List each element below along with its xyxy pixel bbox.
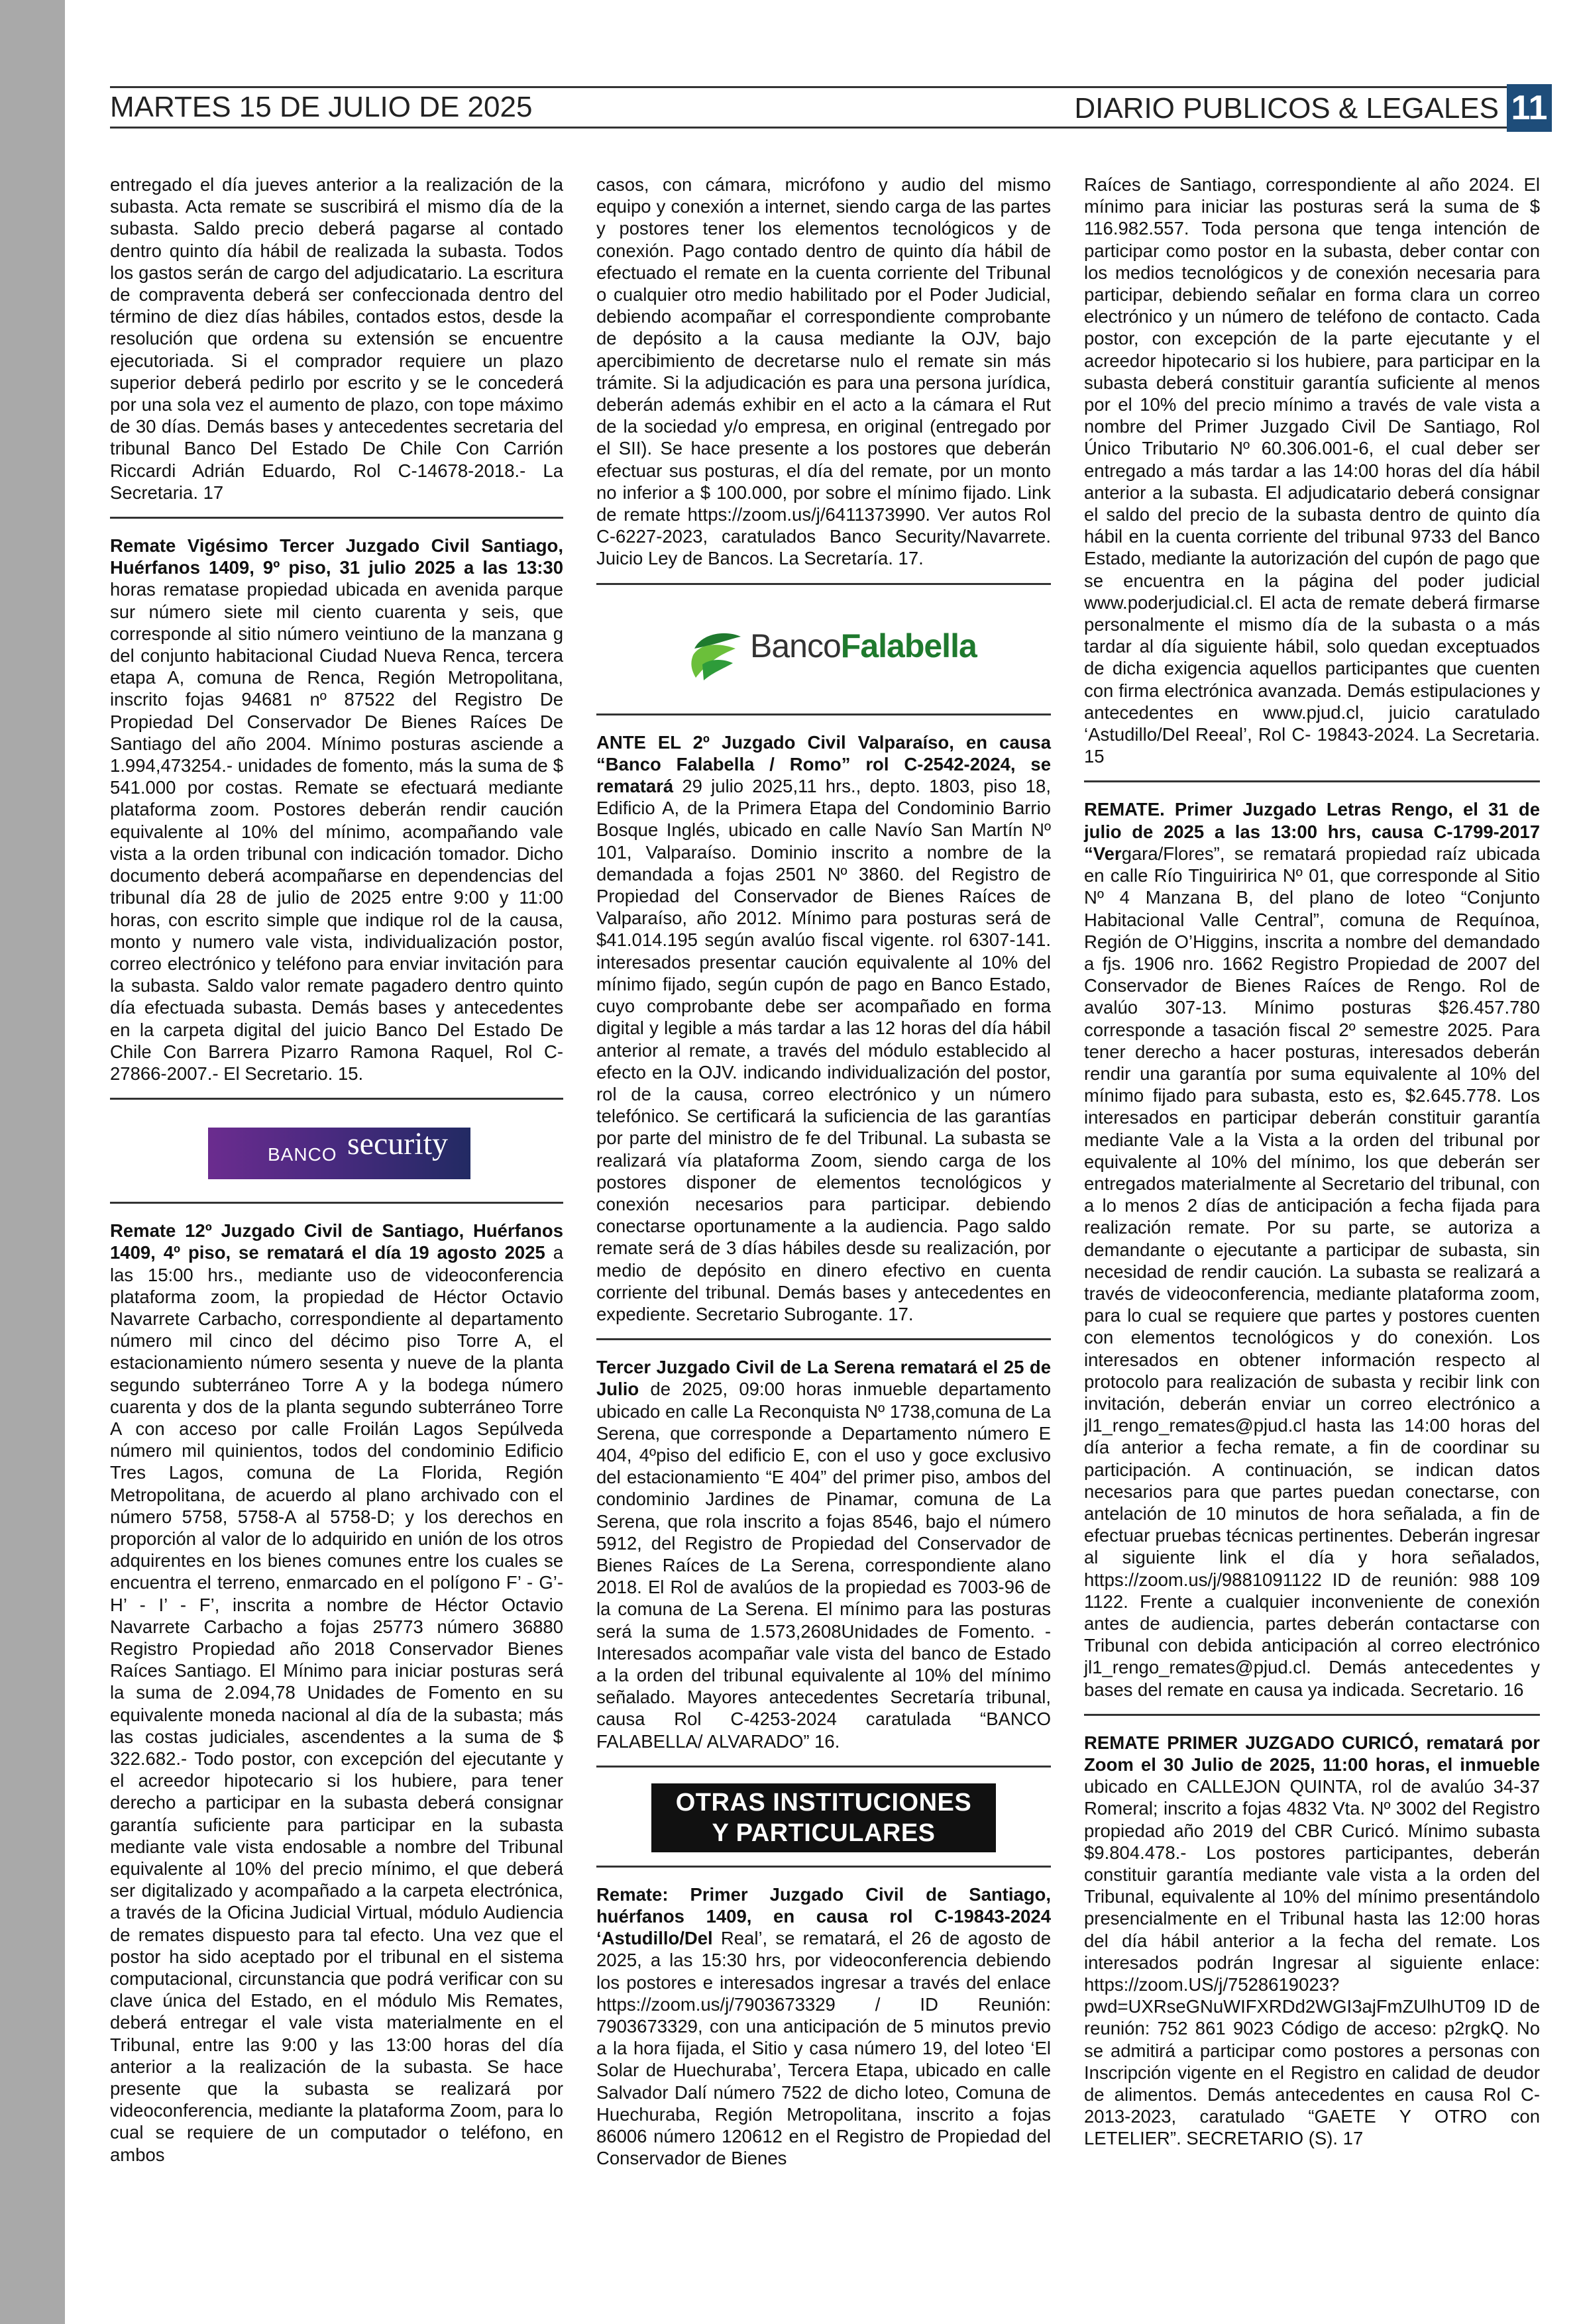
divider bbox=[596, 1766, 1051, 1768]
notice-body: de 2025, 09:00 horas inmueble departamento ubicado en calle La Reconquista Nº 1738,comuna de La Serena, que corresponde a Departamento número E 404, 4ºpiso del edificio E, con el uso y goce exclusivo del estacionamiento “E 404” del primer piso, ambos del condominio Jardines de Pinamar, comuna de La Serena, que rola inscrito a fojas 8546, bajo el número 5912, del Registro de Propiedad del Conservador de Bienes Raíces de La Serena, correspondiente alano 2018. El Rol de avalúos de la propiedad es 7003-96 de la comuna de La Serena. El mínimo para las posturas será la suma de 1.573,2608Unidades de Fomento. - Interesados acompañar vale vista del banco de Estado a la orden del tribunal equivalente al 10% del mínimo señalado. Mayores antecedentes Secretaría tribunal, causa Rol C-4253-2024 caratulada “BANCO FALABELLA/ ALVARADO” 16. bbox=[596, 1379, 1051, 1752]
column-3 bbox=[1084, 174, 1540, 2150]
notice-continuation: casos, con cámara, micrófono y audio del mismo equipo y conexión a internet, siendo carga de las partes y postores tener los elementos tecnológicos y de conexión. Pago contado dentro de quinto día hábil de efectuado el remate en la cuenta corriente del Tribunal o cualquier otro medio habilitado por el Poder Judicial, debiendo acompañar el correspondiente comprobante de depósito a la causa mediante la OJV, bajo apercibimiento de decretarse nulo el remate sin más trámite. Si la adjudicación es para una persona jurídica, deberán además exhibir en el acto a la cámara el Rut de la sociedad y/o empresa, en original (entregado por el SII). Se hace presente a los postores que deberán efectuar sus posturas, el día del remate, por un monto no inferior a $ 100.000, por sobre el mínimo fijado. Link de remate https://zoom.us/j/6411373990. Ver autos Rol C-6227-2023, caratulados Banco Security/Navarrete. Juicio Ley de Bancos. La Secretaría. 17. bbox=[596, 174, 1051, 569]
notice-heading: ANTE EL 2º Juzgado Civil Valparaíso, en causa “Banco Falabella / Romo” rol C-2542-2024, se rematará bbox=[596, 731, 1051, 797]
notice-body: horas rematase propiedad ubicada en avenida parque sur número siete mil ciento cuarenta y seis, que corresponde al sitio número veintiuno de la manzana g del conjunto habitacional Ciudad Nueva Renca, tercera etapa A, comuna de Renca, Región Metropolitana, inscrito fojas 94681 nº 87522 del Registro De Propiedad Del Conservador De Bienes Raíces De Santiago del año 2004. Mínimo posturas asciende a 1.994,473254.- unidades de fomento, más la suma de $ 541.000 por costas. Remate se efectuará mediante plataforma zoom. Postores deberán rendir caución equivalente al 10% del mínimo, acompañando vale vista a la orden tribunal con indicación tomador. Dicho documento deberá acompañarse en dependencias del tribunal día 28 de julio de 2025 entre 9:00 y 11:00 horas, con escrito simple que indique rol de la causa, monto y numero vale vista, individualización postor, correo electrónico y teléfono para enviar invitación para la subasta. Saldo valor remate pagadero dentro quinto día efectuada subasta. Demás bases y antecedentes en la carpeta digital del juicio Banco Del Estado De Chile Con Barrera Pizarro Ramona Raquel, Rol C-27866-2007.- El Secretario. 15. bbox=[110, 579, 563, 1084]
notice-body: 29 julio 2025,11 hrs., depto. 1803, piso 18, Edificio A, de la Primera Etapa del Condominio Barrio Bosque Inglés, ubicado en calle Navío San Martín Nº 101, Valparaíso. Dominio inscrito a nombre de la demandada a fojas 2501 Nº 3860. del Registro de Propiedad del Conservador de Bienes Raíces de Valparaíso, año 2012. Mínimo para posturas será de $41.014.195 según avalúo fiscal vigente. rol 6307-141. interesados presentar caución equivalente al 10% del mínimo fijado, según cupón de pago en Banco Estado, cuyo comprobante debe ser acompañado en forma digital y legible a más tardar a las 12 horas del día hábil anterior al remate, a través del módulo establecido al efecto en la OJV. indicando individualización del postor, rol de la causa, correo electrónico y un número telefónico. Se certificará la suficiencia de las garantías por parte del ministro de fe del Tribunal. La subasta se realizará vía plataforma Zoom, siendo carga de los postores disponer de elementos tecnológicos y conexión necesarios para participar. debiendo conectarse oportunamente a la audiencia. Pago saldo remate será de 3 días hábiles desde su realización, por medio de depósito en dinero efectivo en cuenta corriente del tribunal. Demás bases y antecedentes en expediente. Secretario Subrogante. 17. bbox=[596, 776, 1051, 1324]
notice bbox=[1084, 1732, 1540, 2150]
newspaper-page bbox=[65, 0, 1581, 2324]
falabella-leaf-icon bbox=[689, 629, 745, 682]
page-number-badge: 11 bbox=[1507, 84, 1552, 132]
notice-heading: Remate: Primer Juzgado Civil de Santiago, huérfanos 1409, en causa rol C-19843-2024 ‘Astudillo/Del bbox=[596, 1883, 1051, 1949]
notice bbox=[596, 731, 1051, 1325]
security-logo-name: security bbox=[347, 1126, 448, 1162]
section-banner bbox=[651, 1783, 996, 1852]
notice bbox=[1084, 798, 1540, 1700]
divider bbox=[1084, 780, 1540, 782]
divider bbox=[1084, 1714, 1540, 1716]
divider bbox=[596, 713, 1051, 715]
divider bbox=[110, 517, 563, 519]
notice-continuation: Raíces de Santiago, correspondiente al año 2024. El mínimo para iniciar las posturas será la suma de $ 116.982.557. Toda persona que tenga intención de participar como postor en la subasta, deber contar con los medios tecnológicos y de conexión necesaria para participar, debiendo señalar en forma clara un correo electrónico y un número de teléfono de contacto. Cada postor, con excepción de la parte ejecutante y el acreedor hipotecario si los hubiere, para participar en la subasta deberá constituir garantía suficiente al menos por el 10% del precio mínimo a través de vale vista a nombre del Primer Juzgado Civil De Santiago, Rol Único Tributario Nº 60.306.001-6, el cual deber ser entregado a más tardar a las 14:00 horas del día hábil anterior a la subasta. El adjudicatario deberá consignar el saldo del precio de la subasta dentro de quinto día hábil en la cuenta corriente del tribunal 9733 del Banco Estado, mediante la autorización del cupón de pago que se encuentra en la página del poder judicial www.poderjudicial.cl. El acta de remate deberá firmarse personalmente el mismo día de la subasta o a más tardar al día siguiente hábil, solo quedan exceptuados de dicha exigencia aquellos participantes que cuenten con firma electrónica avanzada. Demás estipulaciones y antecedentes en www.pjud.cl, juicio caratulado ‘Astudillo/Del Reeal’, Rol C- 19843-2024. La Secretaria. 15 bbox=[1084, 174, 1540, 767]
banco-security-logo bbox=[110, 1116, 563, 1188]
divider bbox=[596, 1338, 1051, 1340]
header-date: MARTES 15 DE JULIO DE 2025 bbox=[110, 91, 533, 123]
notice-heading: Tercer Juzgado Civil de La Serena rematará el 25 de Julio bbox=[596, 1357, 1051, 1400]
notice bbox=[110, 1220, 563, 2166]
notice-heading: Remate 12º Juzgado Civil de Santiago, Huérfanos 1409, 4º piso, se rematará el día 19 agosto 2025 bbox=[110, 1220, 563, 1263]
page-header bbox=[110, 86, 1552, 129]
banco-falabella-logo bbox=[596, 601, 1051, 700]
falabella-logo-name: Falabella bbox=[840, 627, 977, 664]
divider bbox=[596, 1866, 1051, 1868]
falabella-logo-text bbox=[750, 627, 977, 664]
notice-continuation: entregado el día jueves anterior a la realización de la subasta. Acta remate se suscribirá el mismo día de la subasta. Saldo precio deberá pagarse al contado dentro quinto día hábil de realizada la subasta. Todos los gastos serán de cargo del adjudicatario. La escritura de compraventa deberá ser confeccionada dentro del término de diez días hábiles, contados estos, desde la resolución que ordena su extensión se encuentre ejecutoriada. Si el comprador requiere un plazo superior deberá pedirlo por escrito y se le concederá por una sola vez el aumento de plazo, con tope máximo de 30 días. Demás bases y antecedentes secretaria del tribunal Banco Del Estado De Chile Con Carrión Riccardi Adrián Eduardo, Rol C-14678-2018.- La Secretaria. 17 bbox=[110, 174, 563, 503]
falabella-logo-banco: Banco bbox=[750, 627, 841, 664]
divider bbox=[110, 1202, 563, 1204]
divider bbox=[596, 583, 1051, 585]
security-logo-banco: BANCO bbox=[268, 1144, 337, 1165]
notice-heading: Remate Vigésimo Tercer Juzgado Civil Santiago, Huérfanos 1409, 9º piso, 31 julio 2025 a las 13:30 bbox=[110, 535, 563, 578]
notice-body: ubicado en CALLEJON QUINTA, rol de avalúo 34-37 Romeral; inscrito a fojas 4832 Vta. Nº 3002 del Registro propiedad año 2019 del CBR Curicó. Mínimo subasta $9.804.478.- Los postores participantes, deberán constituir garantía mediante vale vista a la orden del Tribunal, equivalente al 10% del mínimo presentándolo presencialmente en el Tribunal hasta las 12:00 horas del día hábil anterior a la fecha del remate. Los interesados podrán Ingresar al siguiente enlace: https://zoom.US/j/7528619023?pwd=UXRseGNuWIFXRDd2WGI3ajFmZUlhUT09 ID de reunión: 752 861 9023 Código de acceso: p2rgkQ. No se admitirá a participar como postores a personas con Inscripción vigente en el Registro en calidad de deudor de alimentos. Demás antecedentes en causa Rol C-2013-2023, caratulado “GAETE Y OTRO con LETELIER”. SECRETARIO (S). 17 bbox=[1084, 1776, 1540, 2149]
notice-heading: REMATE. Primer Juzgado Letras Rengo, el 31 de julio de 2025 a las 13:00 hrs, causa C-1799-2017 “Ver bbox=[1084, 799, 1540, 864]
column-2 bbox=[596, 174, 1051, 2169]
column-1 bbox=[110, 174, 563, 2166]
notice bbox=[596, 1356, 1051, 1752]
divider bbox=[110, 1098, 563, 1100]
notice-body: Real’, se rematará, el 26 de agosto de 2025, a las 15:30 hrs, por videoconferencia debiendo los postores e interesados ingresar a través del enlace https://zoom.us/j/7903673329 / ID Reunión: 7903673329, con una anticipación de 5 minutos previo a la hora fijada, el Sitio y casa número 19, del loteo ‘El Solar de Huechuraba’, Tercera Etapa, ubicado en calle Salvador Dalí número 7522 de dicho loteo, Comuna de Huechuraba, Región Metropolitana, inscrito a fojas 86006 número 120612 en el Registro de Propiedad del Conservador de Bienes bbox=[596, 1928, 1051, 2169]
notice-body: a las 15:00 hrs., mediante uso de videoconferencia plataforma zoom, la propiedad de Héctor Octavio Navarrete Carbacho, correspondiente al departamento número mil cinco del décimo piso Torre A, el estacionamiento número sesenta y nueve de la planta segundo subterráneo Torre A y la bodega número cuarenta y dos de la planta segundo subterráneo Torre A con acceso por calle Froilán Lagos Sepúlveda número mil quinientos, todos del condominio Edificio Tres Lagos, comuna de La Florida, Región Metropolitana, de acuerdo al plano archivado con el número 5758, 5758-A al 5758-D; y los derechos en proporción al valor de lo adquirido en unión de los otros adquirentes en los bienes comunes entre los cuales se encuentra el terreno, enmarcado en el polígono F’ - G’- H’ - I’ - F’, inscrita a nombre de Héctor Octavio Navarrete Carbacho a fojas 25773 número 36880 Registro Propiedad año 2018 Conservador Bienes Raíces Santiago. El Mínimo para iniciar posturas será la suma de 2.094,78 Unidades de Fomento en su equivalente moneda nacional al día de la subasta; más las costas judiciales, ascendentes a la suma de $ 322.682.- Todo postor, con excepción del ejecutante y el acreedor hipotecario si los hubiere, para tener derecho a participar en la subasta deberá consignar garantía suficiente para participar en la subasta mediante vale vista endosable a nombre del Tribunal equivalente al 10% del precio mínimo, el que deberá ser digitalizado y acompañado a la carpeta electrónica, a través de la Oficina Judicial Virtual, módulo Audiencia de remates dispuesto para tal efecto. Una vez que el postor ha sido aceptado por el tribunal en el sistema computacional, circunstancia que podrá verificar con su clave única del Estado, en el módulo Mis Remates, deberá entregar el vale vista materialmente en el Tribunal, entre las 9:00 y las 13:00 horas del día anterior a la realización de la subasta. Se hace presente que la subasta se realizará por videoconferencia, mediante la plataforma Zoom, para lo cual se requiere de un computador o teléfono, en ambos bbox=[110, 1242, 563, 2165]
notice-heading: REMATE PRIMER JUZGADO CURICÓ, rematará por Zoom el 30 Julio de 2025, 11:00 horas, el inmueble bbox=[1084, 1732, 1540, 1775]
security-logo-box bbox=[208, 1128, 470, 1179]
section-banner-line2: Y PARTICULARES bbox=[712, 1819, 936, 1847]
notice-body: gara/Flores”, se rematará propiedad raíz ubicada en calle Río Tinguiririca Nº 01, que corresponde al Sitio Nº 4 Manzana B, del plano de loteo “Conjunto Habitacional Valle Central”, comuna de Requínoa, Región de O’Higgins, inscrita a nombre del demandado a fjs. 1906 nro. 1662 Registro Propiedad de 2007 del Conservador de Bienes Raíces de Rengo. Rol de avalúo 307-13. Mínimo posturas $26.457.780 corresponde a tasación fiscal 2º semestre 2025. Para tener derecho a hacer posturas, interesados deberán rendir una garantía por suma equivalente al 10% del mínimo fijado para subasta, esto es, $2.645.778. Los interesados en participar deberán constituir garantía mediante Vale a la Vista a la orden del tribunal por equivalente al 10% del mínimo, los que deberán ser entregados materialmente al Secretario del tribunal, con a lo menos 2 días de anticipación a fecha fijada para realización remate. Por su parte, se autoriza a demandante o ejecutante a participar de subasta, sin necesidad de rendir caución. La subasta se realizará a través de videoconferencia, mediante plataforma zoom, para lo cual se requiere que partes y postores cuenten con elementos tecnológicos y do conexión. Los interesados en obtener información respecto al protocolo para realización de subasta y recibir link con invitación, deberán enviar un correo electrónico a jl1_rengo_remates@pjud.cl hasta las 14:00 horas del día anterior a fecha remate, a fin de coordinar su participación. A continuación, se indican datos necesarios para que partes puedan conectarse, con antelación de 10 minutos de hora señalada, a fin de efectuar pruebas técnicas pertinentes. Deberán ingresar al siguiente link el día y hora señalados, https://zoom.us/j/9881091122 ID de reunión: 988 109 1122. Frente a cualquier inconveniente de conexión antes de audiencia, partes deberán contactarse con Tribunal con debida anticipación al correo electrónico jl1_rengo_remates@pjud.cl. Demás antecedentes y bases del remate en causa ya indicada. Secretario. 16 bbox=[1084, 843, 1540, 1700]
section-banner-line1: OTRAS INSTITUCIONES bbox=[675, 1788, 972, 1817]
notice bbox=[596, 1883, 1051, 2170]
header-newspaper-name: DIARIO PUBLICOS & LEGALES bbox=[1074, 92, 1499, 125]
notice bbox=[110, 535, 563, 1084]
